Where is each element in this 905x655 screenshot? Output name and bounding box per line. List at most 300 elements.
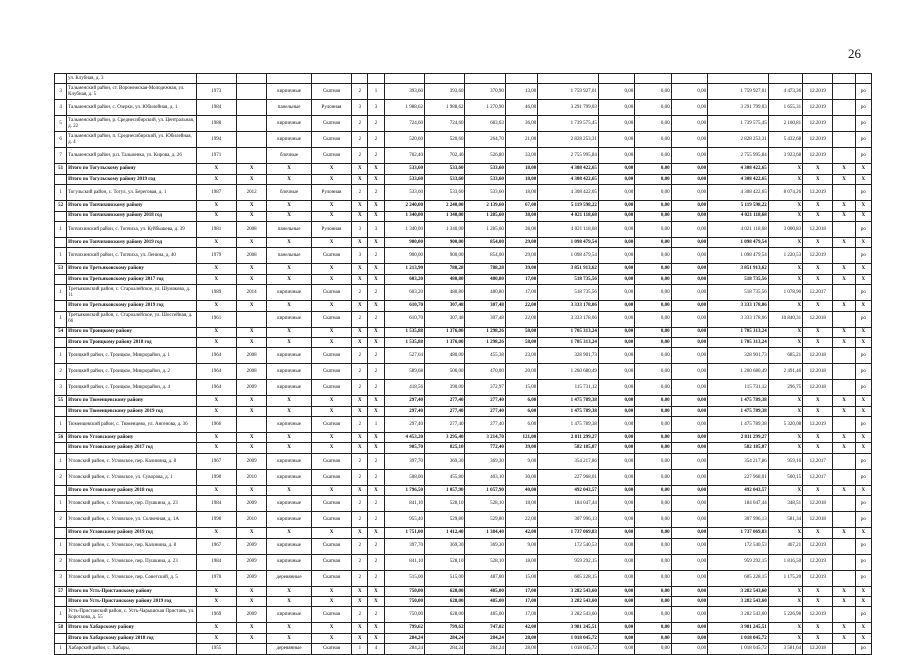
table-cell: 1994 xyxy=(196,132,236,148)
table-cell: ро xyxy=(855,469,871,485)
table-cell: X xyxy=(352,528,368,538)
table-cell: 485,00 xyxy=(465,597,505,607)
table-cell: X xyxy=(236,237,266,247)
table-cell: 2 xyxy=(352,132,368,148)
table-cell: 533,60 xyxy=(465,185,505,201)
table-cell: 1 340,00 xyxy=(425,221,465,237)
table-cell: 0,00 xyxy=(635,185,671,201)
table-cell: 0,00 xyxy=(598,406,634,416)
table-cell xyxy=(855,74,871,84)
table-cell: X xyxy=(236,264,266,274)
table-cell: 277,40 xyxy=(465,406,505,416)
table-cell: X xyxy=(368,274,384,284)
address-cell: Угловский район, с. Угловское, пер. Калинина, д. 8 xyxy=(67,453,196,469)
table-cell: 0,00 xyxy=(635,528,671,538)
table-cell: Скатная xyxy=(311,607,351,623)
table-cell: 610,70 xyxy=(384,301,424,311)
table-cell: X xyxy=(352,597,368,607)
table-cell: Скатная xyxy=(311,148,351,164)
table-cell: X xyxy=(196,586,236,596)
table-cell: 12.2018 xyxy=(803,364,833,380)
table-cell: 2 xyxy=(352,311,368,327)
object-row xyxy=(55,84,872,100)
table-cell: 0,00 xyxy=(598,311,634,327)
table-cell: 0,00 xyxy=(598,570,634,586)
table-cell: 0,00 xyxy=(598,132,634,148)
table-cell: 0,00 xyxy=(671,597,707,607)
table-cell: 0,00 xyxy=(635,396,671,406)
table-cell: X xyxy=(196,327,236,337)
table-cell: 369,30 xyxy=(465,538,505,554)
table-cell: 900,00 xyxy=(384,237,424,247)
table-cell: 39,00 xyxy=(505,264,537,274)
table-cell: 527,64 xyxy=(384,348,424,364)
total-row xyxy=(55,485,872,495)
table-cell: 2 xyxy=(352,496,368,512)
table-cell: X xyxy=(855,201,871,211)
table-cell: 1990 xyxy=(196,512,236,528)
table-cell: X xyxy=(236,337,266,347)
table-cell: X xyxy=(803,164,833,174)
table-cell: 0,00 xyxy=(671,469,707,485)
table-cell: X xyxy=(196,211,236,221)
table-cell: 2 xyxy=(368,469,384,485)
table-cell: 480,80 xyxy=(425,285,465,301)
table-cell: X xyxy=(855,406,871,416)
table-cell: X xyxy=(803,485,833,495)
table-cell xyxy=(768,74,802,84)
total-row xyxy=(55,164,872,174)
table-cell: 307 996,13 xyxy=(538,512,599,528)
object-row xyxy=(55,285,872,301)
table-cell: 2 xyxy=(368,512,384,528)
table-cell: X xyxy=(368,174,384,184)
table-cell: X xyxy=(833,211,855,221)
table-cell: 284,24 xyxy=(425,644,465,654)
table-cell: кирпичные xyxy=(267,364,311,380)
table-cell: 1 175,20 xyxy=(768,570,802,586)
table-cell: ро xyxy=(855,453,871,469)
table-cell: 0,00 xyxy=(598,644,634,654)
table-cell: ро xyxy=(855,348,871,364)
table-cell: 1 737 069,83 xyxy=(708,528,769,538)
table-cell: 515,00 xyxy=(425,570,465,586)
table-cell: X xyxy=(267,586,311,596)
table-cell: 2 xyxy=(368,116,384,132)
table-cell: X xyxy=(833,396,855,406)
table-cell: X xyxy=(267,237,311,247)
table-cell: 2 xyxy=(368,348,384,364)
table-cell: X xyxy=(768,443,802,453)
table-cell: 1 xyxy=(55,185,67,201)
table-cell xyxy=(833,538,855,554)
table-cell: X xyxy=(267,337,311,347)
table-cell: 3 291 799,03 xyxy=(538,100,599,116)
table-cell: 9,00 xyxy=(505,453,537,469)
table-cell: X xyxy=(196,174,236,184)
table-cell: 17,00 xyxy=(505,274,537,284)
table-cell: 2 xyxy=(368,607,384,623)
table-cell: X xyxy=(768,485,802,495)
table-cell: 5 226,98 xyxy=(768,607,802,623)
table-cell: X xyxy=(267,528,311,538)
table-cell: 0,00 xyxy=(598,364,634,380)
table-cell: X xyxy=(236,201,266,211)
table-cell: X xyxy=(267,327,311,337)
table-cell: 184 047,44 xyxy=(708,496,769,512)
table-cell: 2008 xyxy=(236,248,266,264)
table-cell: X xyxy=(267,301,311,311)
table-cell: 0,00 xyxy=(671,406,707,416)
table-cell: 0,00 xyxy=(635,132,671,148)
table-cell xyxy=(236,644,266,654)
table-cell: 284,24 xyxy=(465,644,505,654)
table-cell xyxy=(833,380,855,396)
table-cell: 3 xyxy=(352,248,368,264)
table-cell: 959 292,15 xyxy=(708,554,769,570)
table-cell: Скатная xyxy=(311,285,351,301)
table-cell: 0,00 xyxy=(598,100,634,116)
table-cell: 0,00 xyxy=(635,512,671,528)
table-cell: 12.2019 xyxy=(803,132,833,148)
table-cell: 15,00 xyxy=(505,570,537,586)
table-cell: X xyxy=(803,633,833,643)
table-cell: 56 xyxy=(55,433,67,443)
table-cell: X xyxy=(196,528,236,538)
table-cell: 603,20 xyxy=(384,274,424,284)
table-cell: X xyxy=(803,433,833,443)
table-cell: ро xyxy=(855,570,871,586)
table-cell: 372,97 xyxy=(465,380,505,396)
table-cell: 0,00 xyxy=(671,512,707,528)
table-cell: 3 333 178,06 xyxy=(538,301,599,311)
table-cell: деревянные xyxy=(267,570,311,586)
table-cell: X xyxy=(267,633,311,643)
table-cell xyxy=(236,84,266,100)
table-cell xyxy=(671,74,707,84)
table-cell: 0,00 xyxy=(598,348,634,364)
table-cell xyxy=(196,74,236,84)
table-cell: 0,00 xyxy=(598,248,634,264)
table-cell xyxy=(55,443,67,453)
table-cell: 1989 xyxy=(196,285,236,301)
table-cell xyxy=(55,337,67,347)
table-cell: 2 xyxy=(368,185,384,201)
table-cell: 29,00 xyxy=(505,237,537,247)
table-cell: 0,00 xyxy=(635,237,671,247)
page-number: 26 xyxy=(848,46,861,61)
table-cell: X xyxy=(855,597,871,607)
table-cell: 905,70 xyxy=(384,443,424,453)
table-cell: 0,00 xyxy=(671,364,707,380)
table-cell xyxy=(55,406,67,416)
total-row xyxy=(55,433,872,443)
table-cell: 17,00 xyxy=(505,607,537,623)
table-cell: ро xyxy=(855,248,871,264)
object-row xyxy=(55,570,872,586)
table-cell: 0,00 xyxy=(635,364,671,380)
table-cell: 3 282 543,60 xyxy=(538,597,599,607)
table-cell: 0,00 xyxy=(671,148,707,164)
table-cell xyxy=(384,74,424,84)
table-cell: 12.2018 xyxy=(803,348,833,364)
table-cell: Рулонная xyxy=(311,221,351,237)
table-cell: 702,40 xyxy=(384,148,424,164)
table-cell: X xyxy=(368,586,384,596)
table-cell: X xyxy=(833,586,855,596)
address-cell: Угловский район, с. Угловское, пер. Пушкина, д. 23 xyxy=(67,496,196,512)
table-cell: 4 308 422,65 xyxy=(538,185,599,201)
object-row xyxy=(55,538,872,554)
table-cell: ро xyxy=(855,84,871,100)
table-cell: 53 xyxy=(55,264,67,274)
table-cell: 1 737 069,83 xyxy=(538,528,599,538)
table-cell: 6,00 xyxy=(505,396,537,406)
table-cell: X xyxy=(833,623,855,633)
table-cell xyxy=(598,74,634,84)
table-cell: X xyxy=(855,633,871,643)
table-cell: 520,60 xyxy=(425,132,465,148)
table-cell: X xyxy=(368,264,384,274)
table-cell: 0,00 xyxy=(598,264,634,274)
table-cell: 492 043,57 xyxy=(708,485,769,495)
table-cell: X xyxy=(855,164,871,174)
table-cell: 582 185,87 xyxy=(538,443,599,453)
table-cell: 0,00 xyxy=(671,485,707,495)
table-cell: X xyxy=(768,174,802,184)
address-cell: Тюменцевский район, с. Тюменцево, ул. Ангенова, д. 36 xyxy=(67,417,196,433)
table-cell: 1 018 045,72 xyxy=(538,644,599,654)
table-cell: 3 xyxy=(55,84,67,100)
table-cell: Скатная xyxy=(311,311,351,327)
table-cell xyxy=(833,116,855,132)
table-cell: 1 xyxy=(55,496,67,512)
table-cell: 518 735,56 xyxy=(538,274,599,284)
table-cell: блочные xyxy=(267,148,311,164)
table-cell xyxy=(833,348,855,364)
table-cell: 13,00 xyxy=(505,84,537,100)
table-cell: 0,00 xyxy=(598,433,634,443)
table-cell: 4 308 422,65 xyxy=(538,174,599,184)
table-cell: X xyxy=(368,201,384,211)
table-cell: панельные xyxy=(267,221,311,237)
table-cell: X xyxy=(267,485,311,495)
table-cell: 1 057,90 xyxy=(465,485,505,495)
table-cell: 0,00 xyxy=(598,453,634,469)
table-cell: X xyxy=(803,623,833,633)
table-cell: 2 xyxy=(368,496,384,512)
table-cell xyxy=(465,74,505,84)
table-cell: 0,00 xyxy=(671,221,707,237)
table-cell: 1967 xyxy=(196,538,236,554)
table-cell: 3 333 178,06 xyxy=(708,301,769,311)
table-cell xyxy=(833,311,855,327)
total-row xyxy=(55,633,872,643)
table-cell: 307,48 xyxy=(465,311,505,327)
table-cell: 0,00 xyxy=(635,327,671,337)
table-cell: 854,00 xyxy=(465,248,505,264)
object-row xyxy=(55,607,872,623)
address-cell: Тальменский район, ст. Воронежская-Молодежная, ул. Клубная, д. 5 xyxy=(67,84,196,100)
table-cell: 0,00 xyxy=(635,417,671,433)
table-cell: Скатная xyxy=(311,248,351,264)
table-cell: X xyxy=(768,211,802,221)
table-cell xyxy=(833,469,855,485)
table-cell: 485,00 xyxy=(465,586,505,596)
table-cell: ро xyxy=(855,644,871,654)
table-cell: 0,00 xyxy=(671,496,707,512)
table-cell: кирпичные xyxy=(267,538,311,554)
table-cell: кирпичные xyxy=(267,84,311,100)
table-cell: ро xyxy=(855,116,871,132)
table-cell: Скатная xyxy=(311,348,351,364)
table-cell: X xyxy=(352,586,368,596)
table-cell: 1964 xyxy=(196,364,236,380)
table-cell: 3 214,70 xyxy=(465,433,505,443)
table-cell: 4 xyxy=(55,100,67,116)
table-cell: 12.2019 xyxy=(803,607,833,623)
table-cell: X xyxy=(236,327,266,337)
table-cell xyxy=(267,74,311,84)
total-row xyxy=(55,174,872,184)
address-cell: Итого по Тюменцевскому району 2019 год xyxy=(67,406,196,416)
address-cell: Тогульский район, с. Тогул, ул. Береговая, д. 1 xyxy=(67,185,196,201)
table-cell xyxy=(236,74,266,84)
table-cell: 5 432,68 xyxy=(768,132,802,148)
table-cell: 2014 xyxy=(236,285,266,301)
table-cell: 0,00 xyxy=(635,380,671,396)
table-cell: 12.2017 xyxy=(803,453,833,469)
table-cell: 526,80 xyxy=(465,148,505,164)
table-cell: 2 491,46 xyxy=(768,364,802,380)
table-cell: ро xyxy=(855,185,871,201)
table-cell: 418,56 xyxy=(384,380,424,396)
table-cell: 9,00 xyxy=(505,538,537,554)
table-cell: 58,00 xyxy=(505,337,537,347)
table-cell: 5 119 598,22 xyxy=(708,201,769,211)
table-cell: 959,16 xyxy=(768,453,802,469)
table-cell: X xyxy=(352,201,368,211)
table-cell: 0,00 xyxy=(598,116,634,132)
table-cell xyxy=(368,74,384,84)
table-cell: X xyxy=(196,485,236,495)
object-row xyxy=(55,100,872,116)
table-cell: 1 705 313,24 xyxy=(708,327,769,337)
table-cell: X xyxy=(267,433,311,443)
table-cell: X xyxy=(196,201,236,211)
table-cell: X xyxy=(352,433,368,443)
table-cell: 38,00 xyxy=(505,221,537,237)
table-cell: 0,00 xyxy=(635,264,671,274)
table-cell: Скатная xyxy=(311,512,351,528)
table-cell xyxy=(236,311,266,327)
table-cell: 3 581,64 xyxy=(768,644,802,654)
table-cell: 1969 xyxy=(196,607,236,623)
table-cell: 121,00 xyxy=(505,433,537,443)
total-row xyxy=(55,201,872,211)
table-cell: X xyxy=(833,301,855,311)
table-cell: ро xyxy=(855,554,871,570)
table-cell: X xyxy=(236,586,266,596)
table-cell: 10 840,31 xyxy=(768,311,802,327)
table-cell: 2009 xyxy=(236,538,266,554)
object-row xyxy=(55,221,872,237)
table-cell: X xyxy=(368,528,384,538)
table-cell: X xyxy=(311,274,351,284)
table-cell: 0,00 xyxy=(671,132,707,148)
table-cell: 354 217,86 xyxy=(708,453,769,469)
table-cell: 3 000,83 xyxy=(768,221,802,237)
table-cell: 2 xyxy=(352,380,368,396)
table-cell: 0,00 xyxy=(598,623,634,633)
table-cell: X xyxy=(236,597,266,607)
table-cell: ро xyxy=(855,311,871,327)
table-cell: X xyxy=(768,264,802,274)
table-cell: 2 xyxy=(352,364,368,380)
table-cell: 58 xyxy=(55,623,67,633)
table-cell: 115 731,12 xyxy=(538,380,599,396)
table-cell: ро xyxy=(855,221,871,237)
table-cell: 0,00 xyxy=(635,301,671,311)
table-cell: 3 xyxy=(368,100,384,116)
table-cell: 2 xyxy=(368,380,384,396)
table-cell: X xyxy=(855,485,871,495)
table-cell: 1 988,62 xyxy=(425,100,465,116)
table-cell: 0,00 xyxy=(635,274,671,284)
table-cell xyxy=(55,597,67,607)
table-cell: 0,00 xyxy=(671,417,707,433)
object-row xyxy=(55,116,872,132)
table-cell: 0,00 xyxy=(671,433,707,443)
table-cell: 841,10 xyxy=(384,496,424,512)
table-cell: X xyxy=(803,586,833,596)
table-cell: 0,00 xyxy=(598,211,634,221)
table-cell: 2 160,81 xyxy=(768,116,802,132)
table-cell: 3 282 543,60 xyxy=(708,607,769,623)
table-cell: X xyxy=(833,201,855,211)
table-cell: X xyxy=(352,396,368,406)
table-cell: 0,00 xyxy=(671,285,707,301)
table-cell: 52 xyxy=(55,201,67,211)
table-cell: 1 xyxy=(352,644,368,654)
table-cell: 2 xyxy=(368,570,384,586)
table-cell: Скатная xyxy=(311,570,351,586)
table-cell: 4 308 422,65 xyxy=(708,174,769,184)
total-row xyxy=(55,406,872,416)
table-cell: X xyxy=(833,337,855,347)
table-cell: X xyxy=(803,264,833,274)
table-cell: 2 xyxy=(368,311,384,327)
table-cell: 328 901,73 xyxy=(708,348,769,364)
table-cell: 508,00 xyxy=(384,469,424,485)
table-cell: 3 xyxy=(55,570,67,586)
table-cell: 390,00 xyxy=(425,380,465,396)
table-cell: 455,38 xyxy=(465,348,505,364)
table-cell: 3 333 178,06 xyxy=(708,311,769,327)
table-cell: 628,00 xyxy=(425,607,465,623)
table-cell: X xyxy=(855,586,871,596)
table-cell: 0,00 xyxy=(598,327,634,337)
table-cell: 12.2019 xyxy=(803,538,833,554)
table-cell: 750,00 xyxy=(384,586,424,596)
table-cell: 2 xyxy=(368,453,384,469)
table-cell: X xyxy=(855,528,871,538)
table-cell: 528,10 xyxy=(425,554,465,570)
table-cell: 0,00 xyxy=(598,337,634,347)
table-cell: ро xyxy=(855,132,871,148)
table-cell: X xyxy=(311,201,351,211)
table-cell: 33,00 xyxy=(505,148,537,164)
